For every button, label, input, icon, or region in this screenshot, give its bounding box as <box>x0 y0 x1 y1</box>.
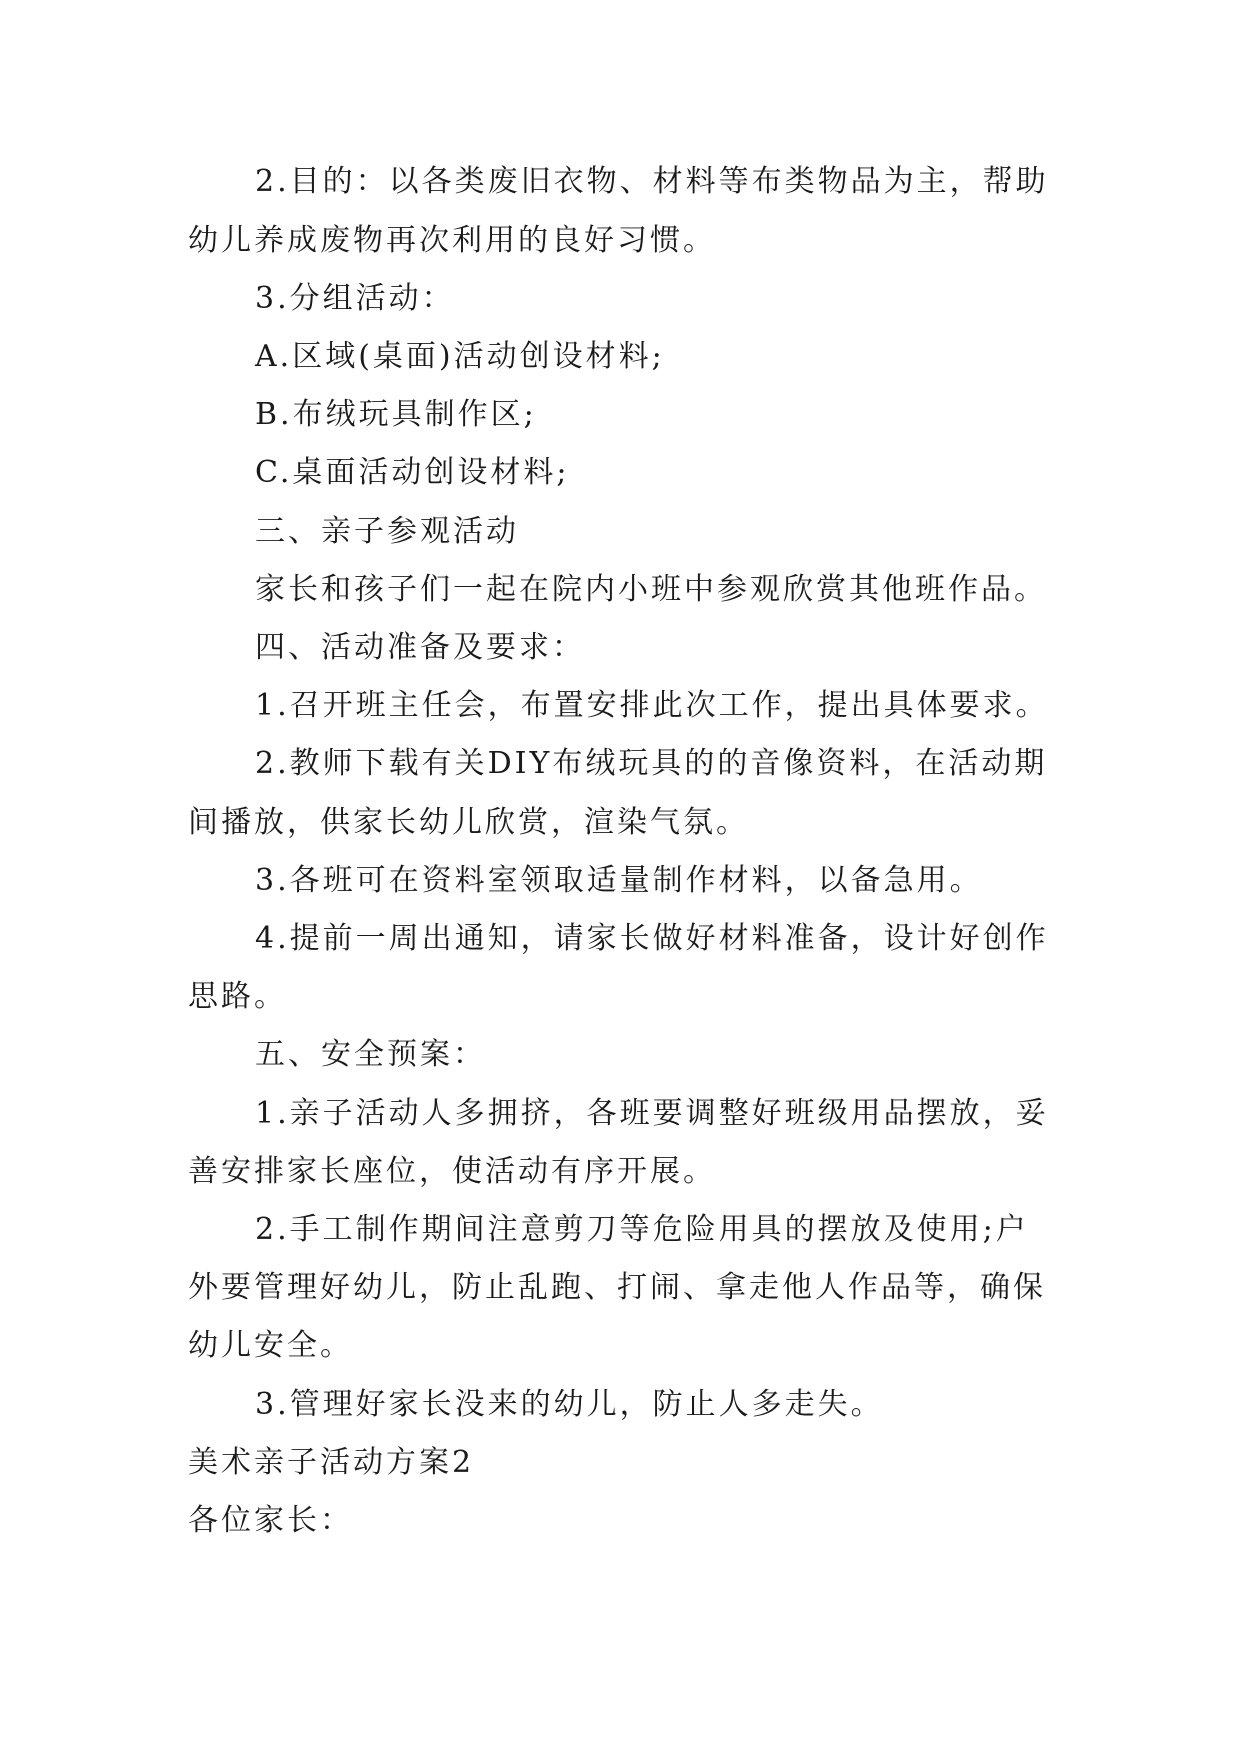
paragraph-line: 幼儿养成废物再次利用的良好习惯。 <box>188 223 716 258</box>
list-item: C.桌面活动创设材料; <box>255 455 570 490</box>
list-item: 3.各班可在资料室领取适量制作材料，以备急用。 <box>255 863 983 898</box>
list-item: 2.手工制作期间注意剪刀等危险用具的摆放及使用;户 <box>255 1212 1029 1247</box>
paragraph-line: 间播放，供家长幼儿欣赏，渲染气氛。 <box>188 805 749 840</box>
paragraph-line: 善安排家长座位，使活动有序开展。 <box>188 1154 716 1189</box>
section-heading: 三、亲子参观活动 <box>255 514 519 549</box>
salutation: 各位家长： <box>188 1503 353 1538</box>
document-title: 美术亲子活动方案2 <box>188 1445 475 1480</box>
list-item: 4.提前一周出通知，请家长做好材料准备，设计好创作 <box>255 921 1049 956</box>
paragraph-line: 家长和孩子们一起在院内小班中参观欣赏其他班作品。 <box>255 572 1047 607</box>
section-heading: 五、安全预案： <box>255 1037 486 1072</box>
list-item: 1.召开班主任会，布置安排此次工作，提出具体要求。 <box>255 688 1049 723</box>
list-item: A.区域(桌面)活动创设材料; <box>255 339 665 374</box>
paragraph-line: 外要管理好幼儿，防止乱跑、打闹、拿走他人作品等，确保 <box>188 1270 1046 1305</box>
paragraph-line: 2.目的：以各类废旧衣物、材料等布类物品为主，帮助 <box>255 164 1049 199</box>
section-heading: 3.分组活动： <box>255 281 455 316</box>
section-heading: 四、活动准备及要求： <box>255 630 585 665</box>
list-item: B.布绒玩具制作区; <box>255 397 537 432</box>
paragraph-line: 思路。 <box>188 979 287 1014</box>
list-item: 3.管理好家长没来的幼儿，防止人多走失。 <box>255 1387 884 1422</box>
list-item: 2.教师下载有关DIY布绒玩具的的音像资料，在活动期 <box>255 746 1048 781</box>
list-item: 1.亲子活动人多拥挤，各班要调整好班级用品摆放，妥 <box>255 1096 1049 1131</box>
paragraph-line: 幼儿安全。 <box>188 1328 353 1363</box>
